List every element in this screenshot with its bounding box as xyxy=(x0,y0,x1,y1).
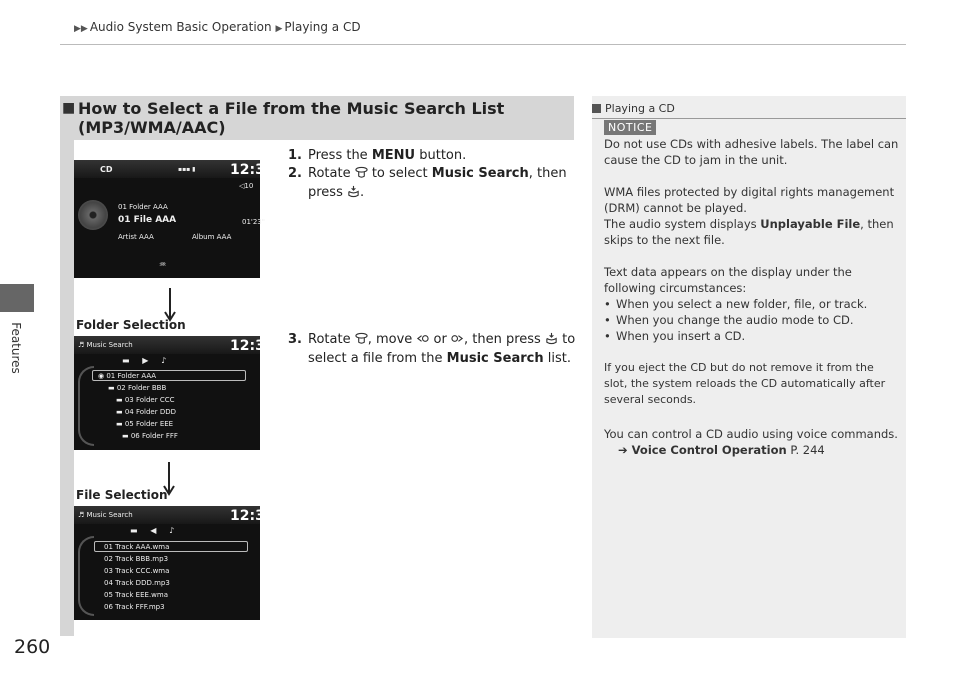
track-item[interactable]: 02 Track BBB.mp3 xyxy=(104,555,169,563)
clock: 12:34 xyxy=(230,338,275,354)
folder-item[interactable]: ▬ 06 Folder FFF xyxy=(122,432,178,440)
dial-arc xyxy=(78,536,94,616)
folder-list-screen xyxy=(74,336,275,450)
page-number: 260 xyxy=(14,636,51,658)
folder-selection-label: Folder Selection xyxy=(76,318,186,332)
cd-source-label: CD xyxy=(100,165,113,174)
track-item[interactable]: 06 Track FFF.mp3 xyxy=(104,603,165,611)
file-selection-label: File Selection xyxy=(76,488,168,502)
press-knob-icon xyxy=(545,332,558,345)
track-item[interactable]: 05 Track EEE.wma xyxy=(104,591,169,599)
step-3: 3. Rotate , move or , then press to select a file from the Music Search list. xyxy=(288,332,576,366)
step-1: 1. Press the MENU button. xyxy=(288,148,467,163)
note-icon xyxy=(592,104,601,113)
note-paragraph: You can control a CD audio using voice commands. xyxy=(604,427,898,441)
section-title: How to Select a File from the Music Search List (MP3/WMA/AAC) xyxy=(78,99,505,137)
breadcrumb-part-1: Audio System Basic Operation xyxy=(89,20,272,34)
notice-badge: NOTICE xyxy=(604,120,656,135)
note-paragraph: The audio system displays Unplayable File, then skips to the next file. xyxy=(604,217,894,247)
track-item[interactable]: 03 Track CCC.wma xyxy=(104,567,170,575)
header-rule xyxy=(60,44,906,45)
note-paragraph: WMA files protected by digital rights management (DRM) cannot be played. xyxy=(604,185,895,215)
section-margin-bar xyxy=(60,140,74,636)
track-item[interactable]: 01 Track AAA.wma xyxy=(104,543,170,551)
square-bullet-icon: ■ xyxy=(62,100,76,116)
folder-item[interactable]: ◉ 01 Folder AAA xyxy=(98,372,157,380)
section-header xyxy=(60,96,574,140)
chapter-tab xyxy=(0,284,34,312)
cd-screen xyxy=(74,160,275,278)
down-arrow-icon xyxy=(163,288,177,322)
breadcrumb xyxy=(74,20,361,34)
note-panel xyxy=(592,96,906,638)
eq-icon: ♒ xyxy=(159,260,167,269)
track-item[interactable]: 04 Track DDD.mp3 xyxy=(104,579,170,587)
disc-icon xyxy=(78,200,108,230)
note-bullet: • When you change the audio mode to CD. xyxy=(604,313,854,327)
press-knob-icon xyxy=(347,185,360,198)
note-bullet: • When you select a new folder, file, or track. xyxy=(604,297,868,311)
music-search-title: ♬ Music Search xyxy=(78,511,133,519)
note-paragraph: If you eject the CD but do not remove it from the slot, the system reloads the CD automatically after several seconds. xyxy=(604,361,886,406)
breadcrumb-arrow-icon: ▶ xyxy=(275,24,283,34)
move-left-icon xyxy=(416,332,429,345)
file-name: 01 File AAA xyxy=(118,215,177,225)
folder-item[interactable]: ▬ 03 Folder CCC xyxy=(116,396,175,404)
status-icons: ▪▪▪ ▮ xyxy=(178,166,196,173)
chapter-label: Features xyxy=(9,322,23,374)
note-paragraph: Text data appears on the display under the following circumstances: xyxy=(604,265,852,295)
rotate-knob-icon xyxy=(355,166,368,179)
music-search-title: ♬ Music Search xyxy=(78,341,133,349)
artist-name: Artist AAA xyxy=(118,233,154,241)
elapsed-time: 01'23" xyxy=(242,218,265,226)
folder-item[interactable]: ▬ 04 Folder DDD xyxy=(116,408,177,416)
view-mode-icons: ▬ ▶ ♪ xyxy=(122,356,167,365)
move-right-icon xyxy=(451,332,464,345)
reference-arrow-icon: ➔ xyxy=(618,443,632,457)
view-mode-icons: ▬ ◀ ♪ xyxy=(130,526,175,535)
note-bullet: • When you insert a CD. xyxy=(604,329,746,343)
album-name: Album AAA xyxy=(192,233,232,241)
rotate-knob-icon xyxy=(355,332,368,345)
clock: 12:34 xyxy=(230,162,275,178)
note-header: Playing a CD xyxy=(592,102,675,115)
folder-item[interactable]: ▬ 02 Folder BBB xyxy=(108,384,167,392)
folder-item[interactable]: ▬ 05 Folder EEE xyxy=(116,420,174,428)
cross-reference-link[interactable]: ➔ Voice Control Operation P. 244 xyxy=(618,443,825,457)
step-2: 2. Rotate to select Music Search, then press . xyxy=(288,166,567,200)
file-list-screen xyxy=(74,506,275,620)
breadcrumb-part-2: Playing a CD xyxy=(284,20,361,34)
clock: 12:34 xyxy=(230,508,275,524)
breadcrumb-arrow-icon: ▶▶ xyxy=(74,24,88,34)
volume-level: ◁10 xyxy=(239,182,254,190)
note-paragraph: Do not use CDs with adhesive labels. The label can cause the CD to jam in the unit. xyxy=(604,137,899,167)
folder-name: 01 Folder AAA xyxy=(118,203,168,211)
